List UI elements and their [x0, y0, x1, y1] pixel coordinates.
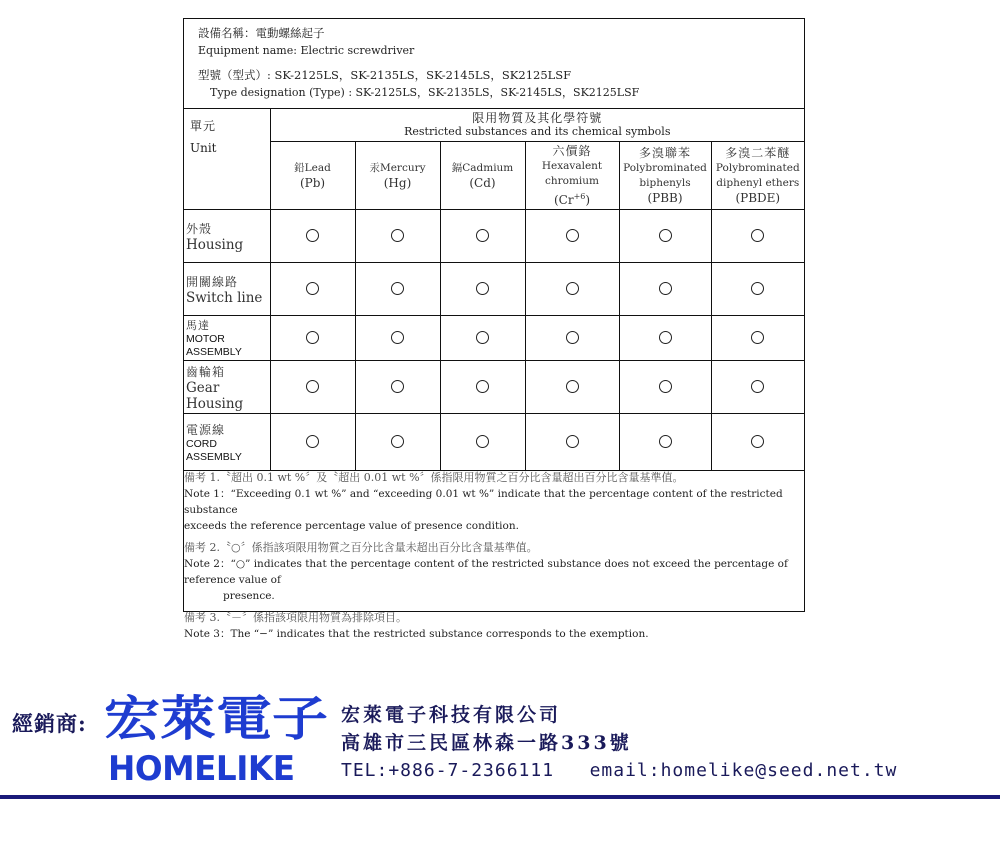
- substance-en: diphenyl ethers: [716, 176, 800, 189]
- table-row: [184, 316, 804, 361]
- circle-mark-icon: [306, 380, 319, 393]
- type-designation-zh: 型號（型式）: SK-2125LS，SK-2135LS，SK-2145LS，SK2125LSF: [198, 68, 572, 82]
- company-contact: TEL:+886-7-2366111 email:homelike@seed.net.tw: [341, 760, 898, 781]
- circle-mark-icon: [476, 229, 489, 242]
- substance-zh: 鉛: [294, 161, 305, 174]
- mark-cell: [440, 361, 525, 414]
- circle-mark-icon: [476, 435, 489, 448]
- circle-mark-icon: [566, 331, 579, 344]
- note-1-en-cont: exceeds the reference percentage value of presence condition.: [184, 520, 519, 532]
- part-cord-assembly: [184, 414, 270, 471]
- circle-mark-icon: [659, 331, 672, 344]
- circle-mark-icon: [391, 380, 404, 393]
- footer-rule: [0, 795, 1000, 799]
- mark-cell: [355, 316, 440, 361]
- note-2-zh: 備考 2.〝○〞係指該項限用物質之百分比含量未超出百分比含量基準值。: [184, 541, 538, 554]
- mark-cell: [619, 263, 711, 316]
- note-2-en: Note 2：“○” indicates that the percentage content of the restricted substance does not exceed the percentage of reference value of: [184, 558, 788, 586]
- mark-cell: [525, 210, 619, 263]
- substance-header-hexavalent-chromium: [525, 142, 619, 210]
- mark-cell: [525, 414, 619, 471]
- circle-mark-icon: [566, 435, 579, 448]
- circle-mark-icon: [391, 331, 404, 344]
- mark-cell: [619, 414, 711, 471]
- circle-mark-icon: [751, 380, 764, 393]
- mark-cell: [711, 210, 804, 263]
- substance-en: Hexavalent: [541, 159, 603, 172]
- part-gear-housing: [184, 361, 270, 414]
- company-address: 高雄市三民區林森一路333號: [341, 732, 632, 754]
- circle-mark-icon: [306, 229, 319, 242]
- table-row: [184, 210, 804, 263]
- mark-cell: [619, 361, 711, 414]
- part-en: Switch line: [186, 289, 263, 306]
- substance-zh: 鎘: [451, 161, 463, 174]
- equipment-name-en: Equipment name: Electric screwdriver: [198, 44, 415, 57]
- note-1-zh: 備考 1.〝超出 0.1 wt %〞及〝超出 0.01 wt %〞係指限用物質之百分比含量超出百分比含量基準值。: [184, 471, 684, 484]
- table-row: [184, 414, 804, 471]
- substance-symbol: (Hg): [383, 175, 412, 190]
- company-info: [341, 701, 632, 757]
- substances-group-zh: 限用物質及其化學符號: [472, 111, 603, 125]
- circle-mark-icon: [751, 435, 764, 448]
- part-zh: 馬達: [186, 319, 210, 332]
- mark-cell: [355, 210, 440, 263]
- part-zh: 電源線: [186, 422, 226, 437]
- substance-en: Polybrominated: [623, 161, 707, 174]
- substance-symbol: (PBB): [647, 190, 683, 205]
- unit-header-en: Unit: [190, 141, 217, 155]
- mark-cell: [711, 414, 804, 471]
- mark-cell: [440, 316, 525, 361]
- circle-mark-icon: [659, 282, 672, 295]
- substance-header-lead: [270, 142, 355, 210]
- substance-symbol: (PBDE): [735, 190, 781, 205]
- mark-cell: [711, 263, 804, 316]
- circle-mark-icon: [751, 282, 764, 295]
- mark-cell: [619, 210, 711, 263]
- rohs-declaration-sheet: [183, 18, 805, 640]
- circle-mark-icon: [306, 435, 319, 448]
- substance-header-mercury: [355, 142, 440, 210]
- notes-section: [184, 470, 804, 645]
- mark-cell: [525, 316, 619, 361]
- part-en: Housing: [186, 236, 244, 253]
- restricted-substances-table: [184, 108, 804, 471]
- circle-mark-icon: [566, 229, 579, 242]
- mark-cell: [619, 316, 711, 361]
- circle-mark-icon: [659, 380, 672, 393]
- unit-header-zh: 單元: [190, 119, 217, 133]
- note-1-en: Note 1：“Exceeding 0.1 wt %” and “exceeding 0.01 wt %” indicate that the percentage content of the restricted substance: [184, 488, 783, 516]
- circle-mark-icon: [751, 229, 764, 242]
- substances-group-en: Restricted substances and its chemical symbols: [404, 125, 671, 138]
- substance-zh: 六價鉻: [552, 143, 592, 158]
- mark-cell: [440, 414, 525, 471]
- circle-mark-icon: [566, 282, 579, 295]
- substance-symbol: $(Cr^{+6})$: [553, 191, 591, 207]
- circle-mark-icon: [391, 435, 404, 448]
- circle-mark-icon: [566, 380, 579, 393]
- company-name: 宏萊電子科技有限公司: [341, 704, 562, 726]
- equipment-name-zh: 設備名稱：電動螺絲起子: [198, 26, 325, 40]
- part-en: MOTOR: [186, 333, 225, 345]
- mark-cell: [270, 316, 355, 361]
- homelike-logo-en: HOMELIKE: [108, 749, 295, 789]
- part-zh: 開關線路: [186, 274, 239, 289]
- logo-zh-text: 宏萊電子: [104, 691, 328, 743]
- note-3-en: Note 3：The “−” indicates that the restricted substance corresponds to the exemption.: [184, 628, 649, 640]
- mark-cell: [525, 361, 619, 414]
- mark-cell: [270, 263, 355, 316]
- part-housing: [184, 210, 270, 263]
- mark-cell: [355, 263, 440, 316]
- substance-header-pbb: [619, 142, 711, 210]
- substance-en: Polybrominated: [715, 161, 800, 174]
- homelike-logo-zh: [104, 691, 330, 743]
- type-designation-en: Type designation (Type) : SK-2125LS，SK-2135LS，SK-2145LS，SK2125LSF: [210, 86, 640, 99]
- distributor-label: 經銷商:: [12, 711, 87, 736]
- substance-en: chromium: [544, 174, 600, 187]
- circle-mark-icon: [476, 331, 489, 344]
- part-motor-assembly: [184, 316, 270, 361]
- substance-en: Lead: [304, 161, 331, 174]
- mark-cell: [711, 361, 804, 414]
- part-en: ASSEMBLY: [186, 346, 242, 358]
- part-zh: 外殼: [186, 221, 213, 236]
- circle-mark-icon: [659, 229, 672, 242]
- substance-zh: 多溴聯苯: [638, 145, 691, 160]
- part-switch-line: [184, 263, 270, 316]
- note-3-zh: 備考 3.〝－〞係指該項限用物質為排除項目。: [184, 611, 407, 624]
- substance-symbol: (Cd): [469, 175, 496, 190]
- mark-cell: [711, 316, 804, 361]
- mark-cell: [270, 361, 355, 414]
- circle-mark-icon: [476, 380, 489, 393]
- substances-group-header: [270, 109, 804, 142]
- mark-cell: [355, 361, 440, 414]
- substance-en: Cadmium: [462, 161, 514, 174]
- unit-header: [184, 109, 270, 210]
- note-2-en-cont: presence.: [223, 590, 275, 602]
- substance-header-cadmium: [440, 142, 525, 210]
- circle-mark-icon: [476, 282, 489, 295]
- table-row: [184, 263, 804, 316]
- substance-en: biphenyls: [639, 176, 691, 189]
- mark-cell: [270, 414, 355, 471]
- equipment-info: [198, 25, 639, 101]
- substance-header-pbde: [711, 142, 804, 210]
- circle-mark-icon: [306, 282, 319, 295]
- substance-zh: 汞: [369, 161, 380, 174]
- circle-mark-icon: [306, 331, 319, 344]
- circle-mark-icon: [659, 435, 672, 448]
- substance-en: Mercury: [379, 161, 426, 174]
- part-en: CORD: [186, 437, 217, 450]
- part-en: Gear Housing: [186, 379, 244, 412]
- circle-mark-icon: [391, 282, 404, 295]
- mark-cell: [355, 414, 440, 471]
- mark-cell: [440, 263, 525, 316]
- mark-cell: [270, 210, 355, 263]
- substance-symbol: (Pb): [299, 175, 326, 190]
- circle-mark-icon: [751, 331, 764, 344]
- part-zh: 齒輪箱: [186, 364, 226, 379]
- table-row: [184, 361, 804, 414]
- part-en: ASSEMBLY: [186, 450, 242, 463]
- substance-zh: 多溴二苯醚: [725, 145, 791, 160]
- mark-cell: [440, 210, 525, 263]
- circle-mark-icon: [391, 229, 404, 242]
- mark-cell: [525, 263, 619, 316]
